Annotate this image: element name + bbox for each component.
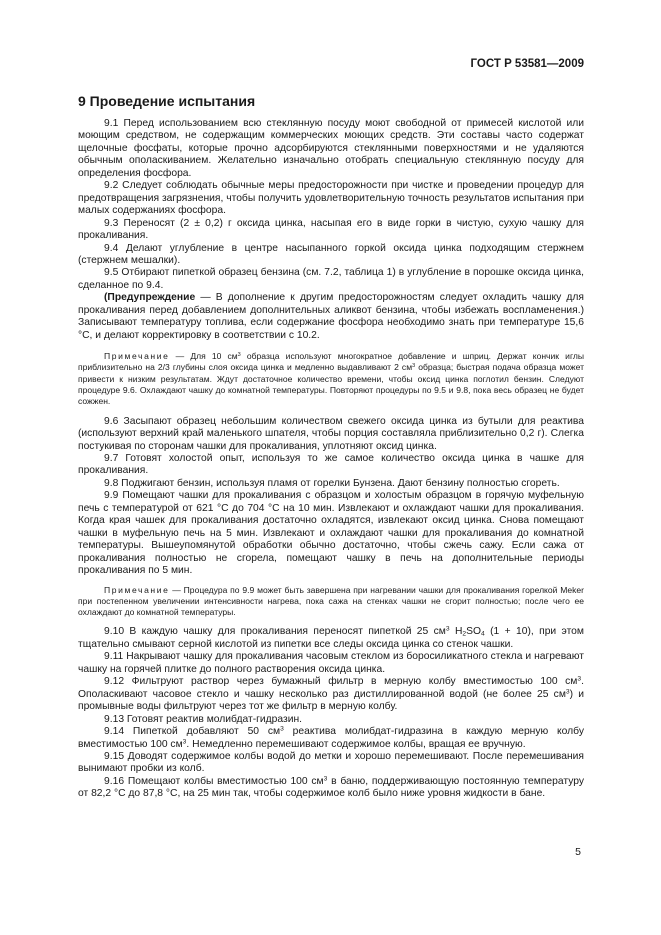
paragraph-9-11: 9.11 Накрывают чашку для прокаливания часовым стеклом из боросиликатного стекла и нагревают чашку на горячей плитке до полного растворения оксида цинка. (78, 651, 584, 675)
paragraph-9-16: 9.16 Помещают колбы вместимостью 100 $см^3$ в баню, поддерживающую постоянную температуру от 82,2 °С до 87,8 °С, на 25 мин так, чтобы содержимое колб было ниже уровня жидкости в бане. (78, 775, 584, 800)
page-number: 5 (575, 846, 581, 858)
document-standard-code: ГОСТ Р 53581—2009 (470, 58, 584, 70)
section-title: 9 Проведение испытания (78, 93, 256, 109)
paragraph-9-15: 9.15 Доводят содержимое колбы водой до метки и хорошо перемешивают. После перемешивания вынимают пробки из колб. (78, 750, 584, 775)
paragraph-9-14: 9.14 Пипеткой добавляют 50 $см^3$ реактива молибдат-гидразина в каждую мерную колбу вместимостью 100 $см^3$. Немедленно перемешивают содержимое колбы, вращая ее вручную. (78, 725, 584, 750)
paragraph-9-10: 9.10 В каждую чашку для прокаливания переносят пипеткой 25 $см^3$ $H_2SO_4$ (1 + 10), при этом тщательно смывают серной кислотой из пипетки все следы оксида цинка со стенок чашки. (78, 625, 584, 650)
paragraph-9-12: 9.12 Фильтруют раствор через бумажный фильтр в мерную колбу вместимостью 100 $см^3$. Ополаскивают часовое стекло и чашку несколько раз дистиллированной водой (не более 25 $см^3$) и промывные воды фильтруют через тот же фильтр в мерную колбу. (78, 675, 585, 713)
note-2-label: Примечание (104, 584, 170, 595)
section-body (78, 118, 584, 801)
note-2: Примечание — Процедура по 9.9 может быть завершена при нагревании чашки для прокаливания горелкой Meker при постепенном увеличении интенсивности нагрева, пока сажа на стенках чашки не сгорит полностью; после чего ее охлаждают до комнатной температуры. (78, 584, 584, 618)
note-1-label: Примечание (104, 351, 170, 362)
warning-paragraph (78, 292, 584, 342)
paragraph-9-8: 9.8 Поджигают бензин, используя пламя от горелки Бунзена. Дают бензину полностью сгореть. (104, 477, 560, 489)
paragraph-9-5: 9.5 Отбирают пипеткой образец бензина (см. 7.2, таблица 1) в углубление в порошке оксида цинка, сделанное по 9.4. (78, 267, 584, 291)
warning-text: — В дополнение к другим предосторожностям следует охладить чашку для прокаливания перед добавлением дополнительных аликвот бензина, чтобы избежать воспламенения.) Записывают температуру топлива, если содержание фосфора необходимо знать при температуре 15,6 °С, и делают корректировку в соответствии с 10.2. (78, 292, 584, 341)
paragraph-9-3: 9.3 Переносят (2 ± 0,2) г оксида цинка, насыпая его в виде горки в чистую, сухую чашку для прокаливания. (78, 217, 584, 242)
paragraph-9-7: 9.7 Готовят холостой опыт, используя то же самое количество оксида цинка в чашке для прокаливания. (78, 453, 584, 477)
note-1: Примечание — Для 10 $см^3$ образца используют многократное добавление и шприц. Держат кончик иглы приблизительно на 2/3 глубины слоя оксида цинка и медленно выдавливают 2 $см^3$ образца; быстрая подача образца может привести к низким результатам. Ждут достаточное количество времени, чтобы оксид цинка поглотил бензин. Следуют процедуре 9.6. Охлаждают чашку до комнатной температуры. Повторяют процедуры по 9.5 и 9.8, пока весь образец не будет сожжен. (78, 351, 585, 407)
paragraph-9-6: 9.6 Засыпают образец небольшим количеством свежего оксида цинка из бутыли для реактива (используют верхний край маленького шпателя, чтобы порция составляла приблизительно 0,2 г). Слегка постукивая по сторонам чашки для прокаливания, уплотняют оксид цинка. (78, 415, 584, 452)
paragraph-9-13: 9.13 Готовят реактив молибдат-гидразин. (104, 713, 303, 725)
warning-label: (Предупреждение (104, 292, 196, 304)
paragraph-9-1: 9.1 Перед использованием всю стеклянную посуду моют свободной от примесей кислотой или моющим средством, не содержащим коммерческих моющих средств. Эти составы часто содержат щелочные фосфаты, которые прочно адсорбируются стеклянными поверхностями и не удаляются обычным ополаскиванием. Желательно изначально отобрать специальную стеклянную посуду для определения фосфора. (78, 118, 584, 179)
paragraph-9-2: 9.2 Следует соблюдать обычные меры предосторожности при чистке и проведении процедур для предотвращения загрязнения, чтобы получить удовлетворительную точность результатов испытания при малых содержаниях фосфора. (78, 180, 584, 217)
paragraph-9-4: 9.4 Делают углубление в центре насыпанного горкой оксида цинка подходящим стержнем (стержнем мешалки). (78, 242, 584, 266)
paragraph-9-9: 9.9 Помещают чашки для прокаливания с образцом и холостым образцом в горячую муфельную печь с температурой от 621 °С до 704 °С на 10 мин. Извлекают и охлаждают чашки для прокаливания. Когда края чашек для прокаливания достаточно охладятся, извлекают оксид цинка. Снова помещают чашки в муфельную печь на 5 мин. Извлекают и охлаждают чашки для прокаливания до комнатной температуры. Вышеупомянутой обработки обычно достаточно, чтобы сжечь сажу. Если сажа от прокаливания полностью не сгорела, помещают чашку в печь на дополнительные периоды прокаливания по 5 мин. (78, 490, 584, 577)
